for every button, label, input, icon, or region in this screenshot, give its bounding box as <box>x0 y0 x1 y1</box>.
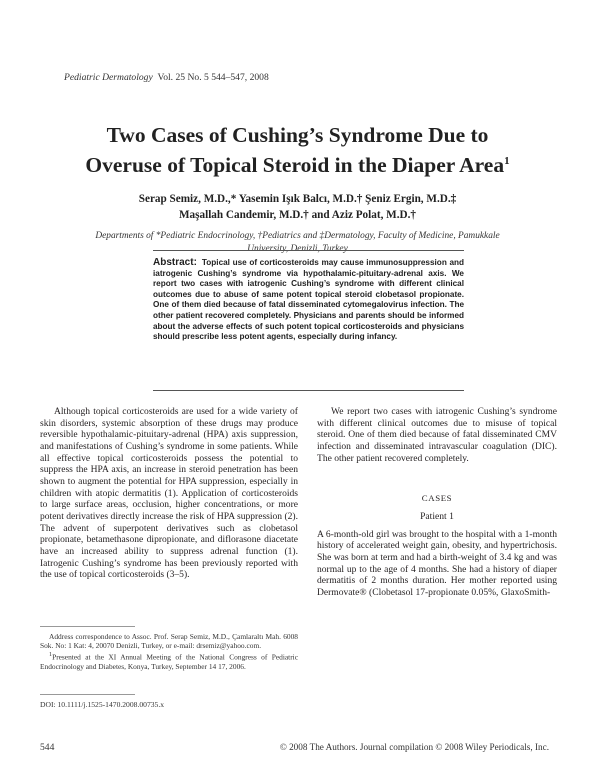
abstract-text: Topical use of corticosteroids may cause immunosuppression and iatrogenic Cushing’s syndrome via hypothalamic-pituitary-adrenal axis. We report two cases with iatrogenic Cushing’s syndrome with different clinical outcomes due to abuse of same potent topical steroid clobetasol propionate. One of them died because of fatal disseminated cytomegalovirus infection. The other patient recovered completely. Physicians and parents should be informed about the adverse effects of such potent topical corticosteroids and physicians should prescribe less potent agents, especially during infancy. <box>153 258 464 342</box>
cases-heading: CASES <box>421 493 453 504</box>
title-footnote-mark: 1 <box>504 155 510 167</box>
affiliation-line-2: University, Denizli, Turkey <box>247 244 348 254</box>
patient-1-heading: Patient 1 <box>420 510 454 522</box>
footnote-rule <box>40 626 135 627</box>
presentation-note <box>40 651 298 671</box>
abstract-label: Abstract: <box>153 257 197 268</box>
journal-name: Pediatric Dermatology <box>64 72 153 83</box>
title-line-2 <box>40 148 555 178</box>
volume-info: Vol. 25 No. 5 544–547, 2008 <box>157 72 269 83</box>
report-summary-paragraph: We report two cases with iatrogenic Cushing’s syndrome with different clinical outcomes due to misuse of topical steroid. One of them died because of fatal disseminated CMV infection and disseminated intravascular coagulation (DIC). The other patient recovered completely. <box>317 406 557 464</box>
copyright-notice: © 2008 The Authors. Journal compilation © 2008 Wiley Periodicals, Inc. <box>279 742 549 752</box>
doi: DOI: 10.1111/j.1525-1470.2008.00735.x <box>40 700 165 709</box>
author-line-1: Serap Semiz, M.D.,* Yasemin Işık Balcı, M.D.† Şeniz Ergin, M.D.‡ <box>138 193 457 205</box>
article-title <box>40 122 555 178</box>
page-number: 544 <box>40 742 55 753</box>
right-column <box>317 406 557 599</box>
abstract <box>153 258 464 343</box>
title-line-1: Two Cases of Cushing’s Syndrome Due to <box>106 123 489 147</box>
patient-1-paragraph: A 6-month-old girl was brought to the hospital with a 1-month history of accelerated weight gain, obesity, and hypertrichosis. She was born at term and had a birth-weight of 3.4 kg and was normal up to the age of 4 months. She had a history of diaper dermatitis of 2 months duration. Her mother reported using Dermovate® (Clobetasol 17-propionate 0.05%, GlaxoSmith- <box>317 528 557 598</box>
affiliation <box>60 230 535 256</box>
author-line-2: Maşallah Candemir, M.D.† and Aziz Polat, M.D.† <box>178 209 416 221</box>
author-list <box>60 191 535 223</box>
presentation-note-text: Presented at the XI Annual Meeting of the National Congress of Pediatric Endocrinology and Diabetes, Konya, Turkey, September 14 17, 2006. <box>40 652 298 671</box>
abstract-top-rule <box>153 250 464 251</box>
doi-rule <box>40 694 135 695</box>
intro-paragraph: Although topical corticosteroids are used for a wide variety of skin disorders, systemic absorption of these drugs may produce reversible hypothalamic-pituitary-adrenal (HPA) axis suppression, and manifestations of Cushing’s syndrome in some patients. While all effective topical corticosteroids possess the potential to suppress the HPA axis, an increase in steroid penetration has been shown to augment the potential for HPA suppression, especially in children with atopic dermatitis (1). Application of corticosteroids to large surface areas, occlusion, higher concentrations, or more potent derivatives directly increase the risk of HPA suppression (2). The advent of superpotent derivatives such as clobetasol propionate, betamethasone dipropionate, and diflorasone diacetate have an increased ability to suppress adrenal function (1). Iatrogenic Cushing’s syndrome has been previously reported with the use of topical corticosteroids (3–5). <box>40 406 298 581</box>
journal-citation <box>64 72 269 83</box>
correspondence-note: Address correspondence to Assoc. Prof. Serap Semiz, M.D., Çamlaraltı Mah. 6008 Sok. No: 1 Kat: 4, 20070 Denizli, Turkey, or e-mail: drsemiz@yahoo.com. <box>40 632 298 651</box>
affiliation-line-1: Departments of *Pediatric Endocrinology, †Pediatrics and ‡Dermatology, Faculty of Medicine, Pamukkale <box>95 231 500 241</box>
abstract-bottom-rule <box>153 390 464 391</box>
title-line-2-text: Overuse of Topical Steroid in the Diaper Area <box>85 153 505 178</box>
footnotes <box>40 632 298 671</box>
left-column <box>40 406 298 581</box>
presentation-note-mark: 1 <box>49 651 53 658</box>
